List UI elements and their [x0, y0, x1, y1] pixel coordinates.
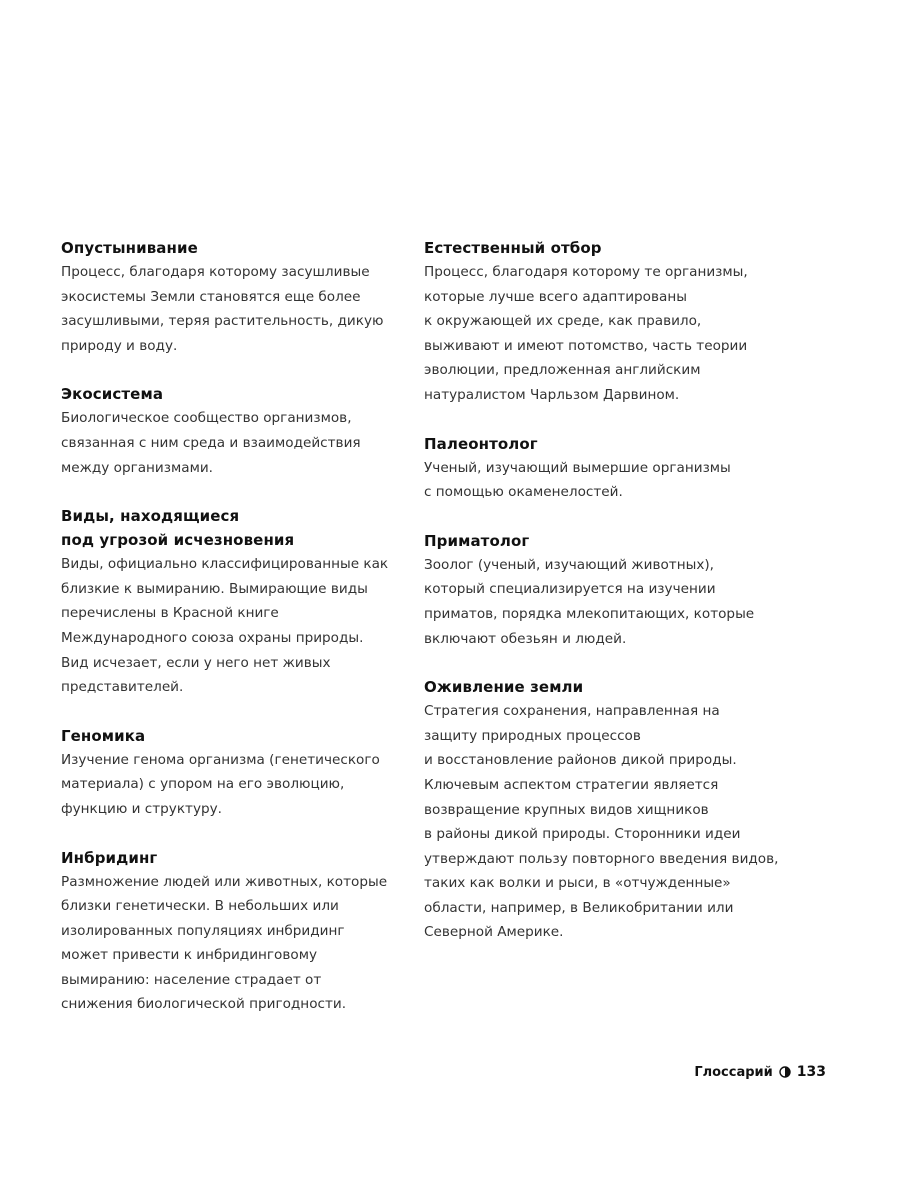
glossary-definition-line: Процесс, благодаря которому засушливые [61, 264, 370, 280]
glossary-definition-line: утверждают пользу повторного введения видов, [424, 850, 779, 867]
glossary-definition-line: экосистемы Земли становятся еще более [61, 288, 361, 305]
glossary-definition [61, 260, 401, 358]
glossary-definition-line: Стратегия сохранения, направленная на [424, 703, 720, 720]
glossary-definition-line: природу и воду. [61, 337, 178, 354]
glossary-entry [61, 236, 401, 358]
glossary-definition-line: изолированных популяциях инбридинг [61, 922, 345, 939]
glossary-entry [61, 504, 401, 700]
glossary-term-line: Палеонтолог [424, 434, 538, 453]
glossary-definition-line: Процесс, благодаря которому те организмы, [424, 264, 748, 280]
glossary-left-column [61, 236, 401, 1041]
glossary-definition-line: близки генетически. В небольших или [61, 898, 339, 915]
glossary-term [424, 236, 764, 260]
glossary-definition-line: Вид исчезает, если у него нет живых [61, 654, 331, 671]
glossary-definition-line: к окружающей их среде, как правило, [424, 313, 702, 330]
glossary-definition [424, 699, 779, 945]
glossary-definition-line: Биологическое сообщество организмов, [61, 410, 352, 427]
glossary-definition-line: снижения биологической пригодности. [61, 996, 347, 1013]
glossary-entry [424, 236, 764, 408]
glossary-definition-line: близкие к вымиранию. Вымирающие виды [61, 580, 368, 597]
glossary-entry [61, 382, 401, 480]
glossary-term-line: Экосистема [61, 385, 164, 404]
glossary-definition-line: возвращение крупных видов хищников [424, 801, 709, 818]
glossary-definition-line: может привести к инбридинговому [61, 947, 318, 964]
glossary-entry [61, 846, 401, 1018]
glossary-definition-line: Изучение генома организма (генетического [61, 751, 380, 768]
glossary-term [424, 529, 764, 553]
glossary-definition-line: выживают и имеют потомство, часть теории [424, 337, 748, 354]
glossary-term [424, 675, 764, 699]
glossary-definition-line: включают обезьян и людей. [424, 630, 627, 647]
glossary-definition-line: Северной Америке. [424, 924, 564, 941]
glossary-definition-line: связанная с ним среда и взаимодействия [61, 434, 361, 451]
glossary-definition-line: Ученый, изучающий вымершие организмы [424, 459, 731, 476]
glossary-definition-line: которые лучше всего адаптированы [424, 288, 687, 305]
glossary-definition-line: Ключевым аспектом стратегии является [424, 776, 719, 793]
glossary-right-column [424, 236, 779, 969]
glossary-term-line: Оживление земли [424, 678, 584, 697]
glossary-term [424, 432, 764, 456]
glossary-definition-line: вымиранию: население страдает от [61, 971, 322, 988]
glossary-definition-line: области, например, в Великобритании или [424, 899, 734, 916]
glossary-term [61, 504, 401, 552]
glossary-term-line: Естественный отбор [424, 239, 602, 257]
glossary-definition [424, 456, 764, 505]
glossary-term [61, 846, 401, 870]
glossary-definition-line: функцию и структуру. [61, 800, 223, 817]
glossary-entry [424, 529, 764, 651]
glossary-definition-line: Размножение людей или животных, которые [61, 873, 388, 890]
glossary-definition-line: между организмами. [61, 459, 213, 476]
glossary-term [61, 382, 401, 406]
glossary-definition-line: в районы дикой природы. Сторонники идеи [424, 826, 741, 843]
glossary-definition-line: материала) с упором на его эволюцию, [61, 776, 345, 793]
glossary-term-line: под угрозой исчезновения [61, 531, 295, 550]
footer-section-title: Глоссарий [694, 1064, 773, 1080]
page-footer [694, 1064, 826, 1080]
glossary-definition [424, 260, 764, 408]
glossary-definition-line: натуралистом Чарльзом Дарвином. [424, 386, 680, 403]
glossary-term-line: Геномика [61, 726, 146, 745]
glossary-term [61, 724, 401, 748]
glossary-definition-line: представителей. [61, 679, 184, 696]
glossary-entry [61, 724, 401, 822]
half-filled-circle-icon [779, 1066, 791, 1078]
glossary-definition [61, 552, 401, 700]
glossary-definition-line: Зоолог (ученый, изучающий животных), [424, 556, 714, 573]
glossary-definition-line: защиту природных процессов [424, 727, 641, 744]
glossary-definition [61, 748, 401, 822]
glossary-term-line: Виды, находящиеся [61, 507, 240, 526]
glossary-term-line: Опустынивание [61, 239, 198, 257]
glossary-definition [61, 406, 401, 480]
glossary-definition-line: Виды, официально классифицированные как [61, 556, 389, 573]
glossary-definition-line: таких как волки и рыси, в «отчужденные» [424, 875, 731, 892]
glossary-term-line: Инбридинг [61, 848, 158, 867]
glossary-definition [424, 553, 764, 651]
glossary-definition-line: Международного союза охраны природы. [61, 629, 364, 646]
page-number: 133 [796, 1064, 826, 1080]
glossary-definition-line: и восстановление районов дикой природы. [424, 752, 737, 769]
glossary-definition-line: который специализируется на изучении [424, 581, 716, 598]
glossary-definition [61, 870, 401, 1018]
glossary-term [61, 236, 401, 260]
glossary-term-line: Приматолог [424, 531, 530, 550]
glossary-definition-line: с помощью окаменелостей. [424, 484, 623, 501]
glossary-entry [424, 432, 764, 505]
glossary-definition-line: засушливыми, теряя растительность, дикую [61, 313, 384, 330]
glossary-definition-line: приматов, порядка млекопитающих, которые [424, 605, 755, 622]
glossary-definition-line: эволюции, предложенная английским [424, 362, 701, 379]
glossary-definition-line: перечислены в Красной книге [61, 605, 279, 622]
glossary-entry [424, 675, 779, 945]
